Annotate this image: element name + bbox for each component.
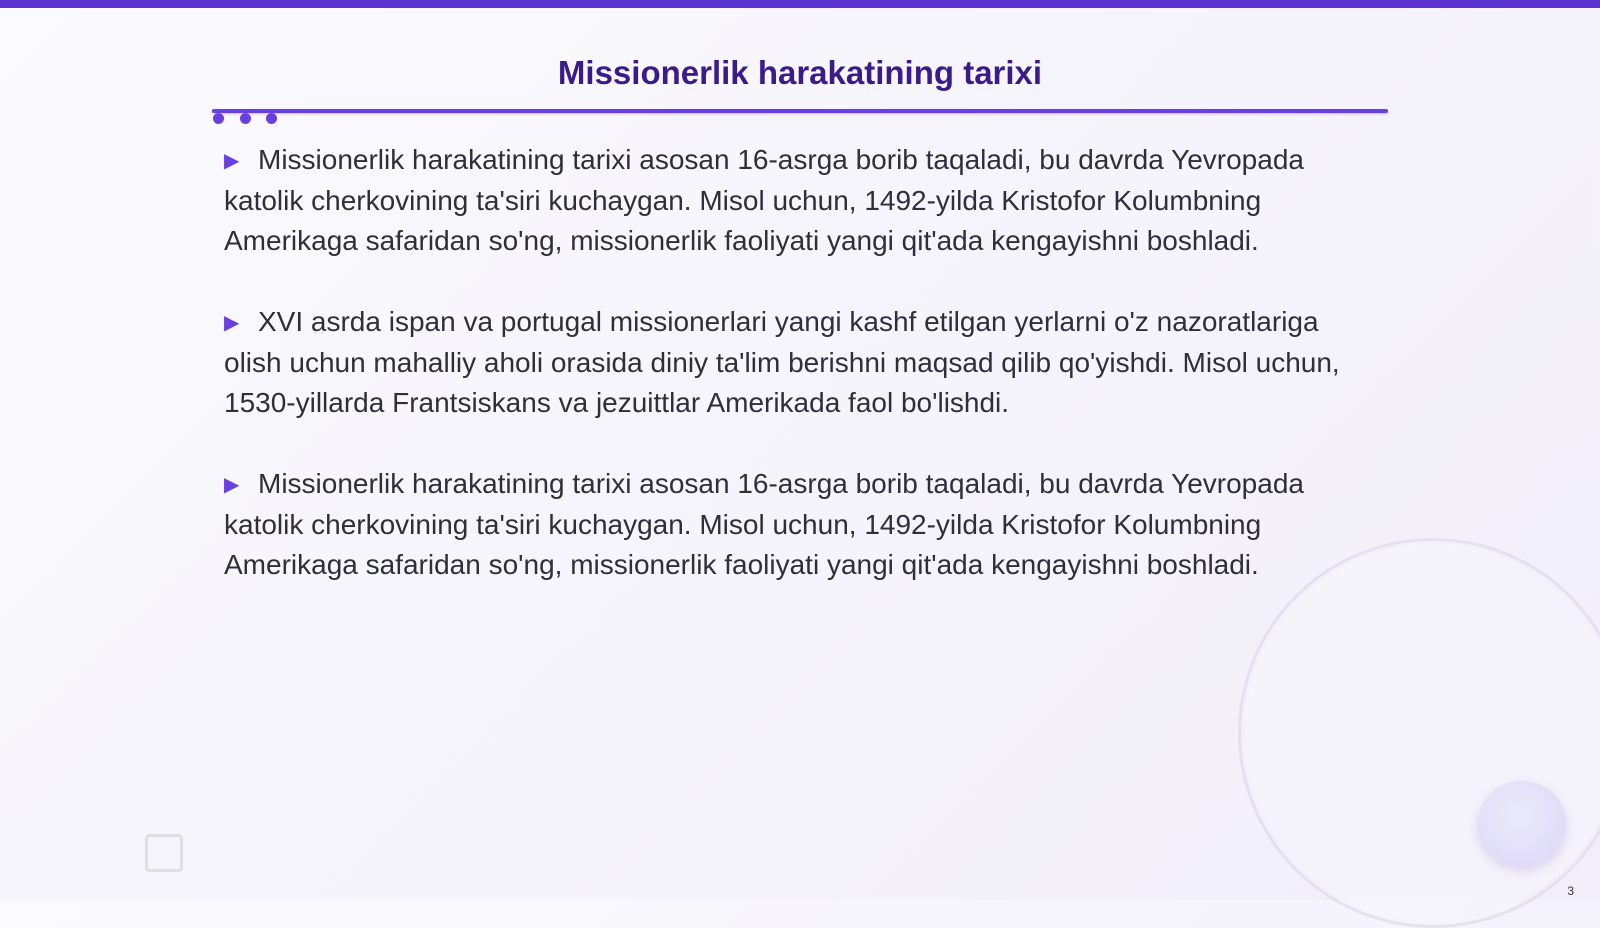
paragraph-text: XVI asrda ispan va portugal missionerlari yangi kashf etilgan yerlarni o'z nazoratlariga olish uchun mahalliy aholi orasida diniy ta'lim berishni maqsad qilib qo'yishdi. Misol uchun, 1530-yillarda Frantsiskans va jezuittlar Amerikada faol bo'lishdi.	[224, 306, 1340, 418]
triangle-bullet-icon: ▶	[224, 150, 240, 172]
slide-body	[224, 140, 1354, 626]
triangle-bullet-icon: ▶	[224, 312, 240, 334]
decorative-dot	[240, 113, 251, 124]
slide-title: Missionerlik harakatining tarixi	[557, 54, 1043, 91]
bullet-paragraph	[224, 302, 1354, 423]
page-number: 3	[1567, 884, 1574, 898]
decorative-circle	[1478, 781, 1566, 867]
top-accent-bar	[0, 0, 1600, 8]
decorative-dot	[266, 113, 277, 124]
decorative-square	[145, 834, 183, 872]
title-underline	[212, 109, 1388, 113]
bullet-paragraph	[224, 464, 1354, 585]
decorative-dot	[213, 113, 224, 124]
paragraph-text: Missionerlik harakatining tarixi asosan 16-asrga borib taqaladi, bu davrda Yevropada katolik cherkovining ta'siri kuchaygan. Misol uchun, 1492-yilda Kristofor Kolumbning Amerikaga safaridan so'ng, missionerlik faoliyati yangi qit'ada kengayishni boshladi.	[224, 468, 1304, 580]
bullet-paragraph	[224, 140, 1354, 261]
triangle-bullet-icon: ▶	[224, 474, 240, 496]
paragraph-text: Missionerlik harakatining tarixi asosan 16-asrga borib taqaladi, bu davrda Yevropada katolik cherkovining ta'siri kuchaygan. Misol uchun, 1492-yilda Kristofor Kolumbning Amerikaga safaridan so'ng, missionerlik faoliyati yangi qit'ada kengayishni boshladi.	[224, 144, 1304, 256]
